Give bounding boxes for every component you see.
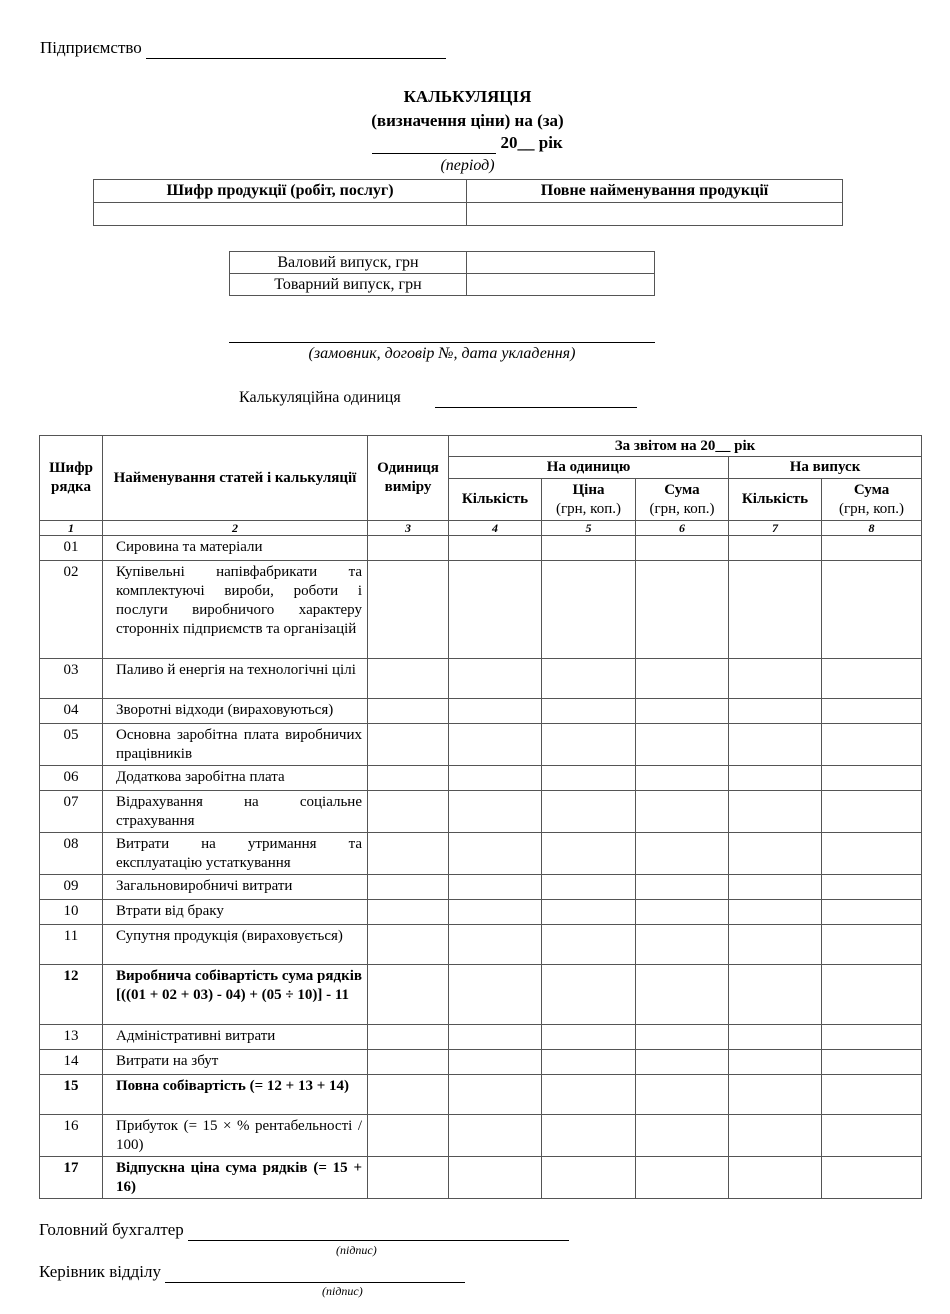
table-row: [40, 875, 922, 900]
period-line: [0, 133, 935, 154]
price-per-unit-cell[interactable]: [542, 1050, 636, 1075]
table-row: [40, 724, 922, 766]
row-code-cell: 06: [40, 766, 103, 791]
price-per-unit-cell[interactable]: [542, 1075, 636, 1115]
sum-per-unit-cell[interactable]: [636, 1157, 729, 1199]
sum-output-cell[interactable]: [822, 699, 922, 724]
price-per-unit-cell[interactable]: [542, 699, 636, 724]
row-item-name-cell: Повна собівартість (= 12 + 13 + 14): [103, 1075, 368, 1115]
sum-per-unit-cell[interactable]: [636, 766, 729, 791]
unit-cell[interactable]: [368, 965, 449, 1025]
sum-per-unit-cell[interactable]: [636, 1025, 729, 1050]
product-name-header: Повне найменування продукції: [467, 180, 843, 203]
unit-cell[interactable]: [368, 659, 449, 699]
table-row: [40, 766, 922, 791]
header-price: [542, 479, 636, 521]
row-item-name-cell: Витрати на утримання та експлуатацію устаткування: [103, 833, 368, 875]
unit-cell[interactable]: [368, 925, 449, 965]
period-blank[interactable]: [372, 133, 496, 154]
product-code-header: Шифр продукції (робіт, послуг): [94, 180, 467, 203]
row-item-name-cell: Відрахування на соціальне страхування: [103, 791, 368, 833]
price-per-unit-cell[interactable]: [542, 965, 636, 1025]
unit-cell[interactable]: [368, 561, 449, 659]
qty-per-unit-cell[interactable]: [449, 875, 542, 900]
col-number: 5: [542, 521, 636, 536]
qty-per-unit-cell[interactable]: [449, 766, 542, 791]
unit-cell[interactable]: [368, 1157, 449, 1199]
sum-per-unit-cell[interactable]: [636, 1075, 729, 1115]
qty-per-unit-cell[interactable]: [449, 561, 542, 659]
row-item-name-cell: Загальновиробничі витрати: [103, 875, 368, 900]
row-code-cell: 07: [40, 791, 103, 833]
document-subtitle: (визначення ціни) на (за): [371, 111, 564, 130]
qty-output-cell[interactable]: [729, 561, 822, 659]
qty-per-unit-cell[interactable]: [449, 791, 542, 833]
price-per-unit-cell[interactable]: [542, 724, 636, 766]
calculation-rows: [40, 536, 922, 1199]
row-code-cell: 16: [40, 1115, 103, 1157]
price-per-unit-cell[interactable]: [542, 1115, 636, 1157]
chief-accountant-signature-caption: (підпис): [336, 1243, 377, 1257]
col-number: 2: [103, 521, 368, 536]
sum-per-unit-cell[interactable]: [636, 724, 729, 766]
unit-cell[interactable]: [368, 900, 449, 925]
table-row: [40, 536, 922, 561]
qty-output-cell[interactable]: [729, 833, 822, 875]
customer-blank[interactable]: [229, 342, 655, 343]
unit-cell[interactable]: [368, 766, 449, 791]
col-number: 4: [449, 521, 542, 536]
row-code-cell: 04: [40, 699, 103, 724]
sum-output-cell[interactable]: [822, 925, 922, 965]
qty-per-unit-cell[interactable]: [449, 1025, 542, 1050]
row-item-name-cell: Основна заробітна плата виробничих працівників: [103, 724, 368, 766]
qty-output-cell[interactable]: [729, 925, 822, 965]
unit-cell[interactable]: [368, 536, 449, 561]
price-per-unit-cell[interactable]: [542, 1025, 636, 1050]
sum-output-cell[interactable]: [822, 1050, 922, 1075]
qty-output-cell[interactable]: [729, 766, 822, 791]
qty-per-unit-cell[interactable]: [449, 1115, 542, 1157]
price-per-unit-cell[interactable]: [542, 833, 636, 875]
qty-output-cell[interactable]: [729, 900, 822, 925]
row-item-name-cell: Купівельні напівфабрикати та комплектуючі вироби, роботи і послуги виробничого характеру сторонніх підприємств та організацій: [103, 561, 368, 659]
unit-cell[interactable]: [368, 1075, 449, 1115]
sum-output-cell[interactable]: [822, 1157, 922, 1199]
commodity-output-label: Товарний випуск, грн: [230, 274, 467, 296]
qty-per-unit-cell[interactable]: [449, 659, 542, 699]
unit-cell[interactable]: [368, 1050, 449, 1075]
row-item-name-cell: Зворотні відходи (вираховуються): [103, 699, 368, 724]
row-code-cell: 11: [40, 925, 103, 965]
sum-per-unit-cell[interactable]: [636, 900, 729, 925]
head-of-department-signature-caption: (підпис): [322, 1284, 363, 1298]
table-row: [40, 699, 922, 724]
unit-cell[interactable]: [368, 1115, 449, 1157]
sum-per-unit-cell[interactable]: [636, 699, 729, 724]
sum-per-unit-cell[interactable]: [636, 1115, 729, 1157]
table-row: [40, 925, 922, 965]
row-item-name-cell: Супутня продукція (вираховується): [103, 925, 368, 965]
sum-output-cell[interactable]: [822, 536, 922, 561]
row-code-cell: 01: [40, 536, 103, 561]
price-per-unit-cell[interactable]: [542, 1157, 636, 1199]
calc-unit-blank[interactable]: [435, 389, 637, 408]
qty-per-unit-cell[interactable]: [449, 536, 542, 561]
row-code-cell: 03: [40, 659, 103, 699]
sum-output-cell[interactable]: [822, 561, 922, 659]
sum-output-cell[interactable]: [822, 1075, 922, 1115]
table-row: [40, 1025, 922, 1050]
price-per-unit-cell[interactable]: [542, 900, 636, 925]
qty-per-unit-cell[interactable]: [449, 925, 542, 965]
qty-per-unit-cell[interactable]: [449, 900, 542, 925]
qty-output-cell[interactable]: [729, 699, 822, 724]
qty-per-unit-cell[interactable]: [449, 1050, 542, 1075]
enterprise-label: Підприємство: [40, 38, 142, 57]
col-number: 6: [636, 521, 729, 536]
price-per-unit-cell[interactable]: [542, 875, 636, 900]
qty-output-cell[interactable]: [729, 1025, 822, 1050]
header-per-output: На випуск: [729, 457, 922, 479]
header-sum-output-unit: (грн, коп.): [839, 500, 905, 517]
sum-per-unit-cell[interactable]: [636, 659, 729, 699]
gross-output-label: Валовий випуск, грн: [230, 252, 467, 274]
qty-output-cell[interactable]: [729, 1115, 822, 1157]
header-row-code: Шифр рядка: [40, 436, 103, 521]
sum-per-unit-cell[interactable]: [636, 833, 729, 875]
row-item-name-cell: Додаткова заробітна плата: [103, 766, 368, 791]
row-code-cell: 05: [40, 724, 103, 766]
qty-output-cell[interactable]: [729, 724, 822, 766]
row-item-name-cell: Втрати від браку: [103, 900, 368, 925]
unit-cell[interactable]: [368, 1025, 449, 1050]
row-item-name-cell: Сировина та матеріали: [103, 536, 368, 561]
qty-output-cell[interactable]: [729, 1050, 822, 1075]
row-item-name-cell: Адміністративні витрати: [103, 1025, 368, 1050]
table-row: [40, 1115, 922, 1157]
period-caption: (період): [440, 157, 495, 174]
row-code-cell: 13: [40, 1025, 103, 1050]
row-code-cell: 14: [40, 1050, 103, 1075]
table-row: [40, 900, 922, 925]
sum-output-cell[interactable]: [822, 833, 922, 875]
sum-per-unit-cell[interactable]: [636, 1050, 729, 1075]
qty-per-unit-cell[interactable]: [449, 1075, 542, 1115]
sum-output-cell[interactable]: [822, 1025, 922, 1050]
sum-output-cell[interactable]: [822, 1115, 922, 1157]
header-sum-label: Сума: [664, 481, 700, 498]
chief-accountant-signature-blank[interactable]: [188, 1220, 569, 1241]
sum-per-unit-cell[interactable]: [636, 791, 729, 833]
price-per-unit-cell[interactable]: [542, 766, 636, 791]
output-table: [229, 251, 655, 296]
row-code-cell: 12: [40, 965, 103, 1025]
unit-cell[interactable]: [368, 724, 449, 766]
row-code-cell: 15: [40, 1075, 103, 1115]
product-name-cell[interactable]: [467, 203, 843, 226]
price-per-unit-cell[interactable]: [542, 536, 636, 561]
sum-output-cell[interactable]: [822, 875, 922, 900]
col-number: 3: [368, 521, 449, 536]
header-sum-output: [822, 479, 922, 521]
row-item-name-cell: Прибуток (= 15 × % рентабельності / 100): [103, 1115, 368, 1157]
qty-per-unit-cell[interactable]: [449, 833, 542, 875]
qty-output-cell[interactable]: [729, 659, 822, 699]
qty-per-unit-cell[interactable]: [449, 965, 542, 1025]
price-per-unit-cell[interactable]: [542, 659, 636, 699]
table-row: [40, 965, 922, 1025]
header-price-unit: (грн, коп.): [556, 500, 621, 517]
qty-output-cell[interactable]: [729, 965, 822, 1025]
head-of-department-label: Керівник відділу: [39, 1262, 161, 1281]
header-item-name: Найменування статей і калькуляції: [103, 436, 368, 521]
head-of-department-field: [39, 1262, 465, 1283]
sum-output-cell[interactable]: [822, 965, 922, 1025]
calc-unit-field: [239, 389, 637, 408]
row-code-cell: 17: [40, 1157, 103, 1199]
row-code-cell: 08: [40, 833, 103, 875]
price-per-unit-cell[interactable]: [542, 925, 636, 965]
sum-per-unit-cell[interactable]: [636, 536, 729, 561]
sum-per-unit-cell[interactable]: [636, 561, 729, 659]
header-sum-output-label: Сума: [853, 481, 890, 498]
price-per-unit-cell[interactable]: [542, 561, 636, 659]
row-code-cell: 10: [40, 900, 103, 925]
header-unit: Одиниця виміру: [368, 436, 449, 521]
product-code-cell[interactable]: [94, 203, 467, 226]
row-item-name-cell: Паливо й енергія на технологічні цілі: [103, 659, 368, 699]
header-sum-unit: (грн, коп.): [649, 500, 715, 517]
col-number: 7: [729, 521, 822, 536]
table-row: [40, 1075, 922, 1115]
unit-cell[interactable]: [368, 875, 449, 900]
sum-output-cell[interactable]: [822, 791, 922, 833]
sum-per-unit-cell[interactable]: [636, 925, 729, 965]
unit-cell[interactable]: [368, 833, 449, 875]
header-sum: [636, 479, 729, 521]
product-table: [93, 179, 843, 226]
customer-caption: (замовник, договір №, дата укладення): [308, 345, 576, 362]
unit-cell[interactable]: [368, 791, 449, 833]
unit-cell[interactable]: [368, 699, 449, 724]
header-report: За звітом на 20__ рік: [449, 436, 922, 457]
table-row: [40, 561, 922, 659]
col-number: 8: [822, 521, 922, 536]
qty-output-cell[interactable]: [729, 791, 822, 833]
row-item-name-cell: Витрати на збут: [103, 1050, 368, 1075]
table-row: [40, 791, 922, 833]
sum-output-cell[interactable]: [822, 900, 922, 925]
row-code-cell: 02: [40, 561, 103, 659]
qty-per-unit-cell[interactable]: [449, 724, 542, 766]
qty-output-cell[interactable]: [729, 536, 822, 561]
calculation-table: [39, 435, 922, 1199]
table-row: [40, 833, 922, 875]
sum-output-cell[interactable]: [822, 724, 922, 766]
header-price-label: Ціна: [572, 481, 605, 498]
period-year: 20__ рік: [500, 133, 563, 152]
header-quantity-output: Кількість: [729, 479, 822, 521]
qty-output-cell[interactable]: [729, 1157, 822, 1199]
head-of-department-signature-blank[interactable]: [165, 1262, 465, 1283]
qty-output-cell[interactable]: [729, 1075, 822, 1115]
sum-per-unit-cell[interactable]: [636, 965, 729, 1025]
header-per-unit: На одиницю: [449, 457, 729, 479]
table-row: [40, 1050, 922, 1075]
table-row: [40, 659, 922, 699]
qty-output-cell[interactable]: [729, 875, 822, 900]
qty-per-unit-cell[interactable]: [449, 699, 542, 724]
sum-per-unit-cell[interactable]: [636, 875, 729, 900]
chief-accountant-field: [39, 1220, 569, 1241]
enterprise-blank[interactable]: [146, 38, 446, 59]
chief-accountant-label: Головний бухгалтер: [39, 1220, 184, 1239]
table-row: [40, 1157, 922, 1199]
price-per-unit-cell[interactable]: [542, 791, 636, 833]
enterprise-field: [40, 38, 446, 59]
calc-unit-label: Калькуляційна одиниця: [239, 389, 401, 406]
qty-per-unit-cell[interactable]: [449, 1157, 542, 1199]
sum-output-cell[interactable]: [822, 659, 922, 699]
commodity-output-value[interactable]: [467, 274, 655, 296]
row-item-name-cell: Відпускна ціна сума рядків (= 15 + 16): [103, 1157, 368, 1199]
sum-output-cell[interactable]: [822, 766, 922, 791]
document-title: КАЛЬКУЛЯЦІЯ: [403, 87, 532, 106]
row-item-name-cell: Виробнича собівартість сума рядків [((01 + 02 + 03) - 04) + (05 ÷ 10)] - 11: [103, 965, 368, 1025]
header-quantity: Кількість: [449, 479, 542, 521]
gross-output-value[interactable]: [467, 252, 655, 274]
row-code-cell: 09: [40, 875, 103, 900]
col-number: 1: [40, 521, 103, 536]
